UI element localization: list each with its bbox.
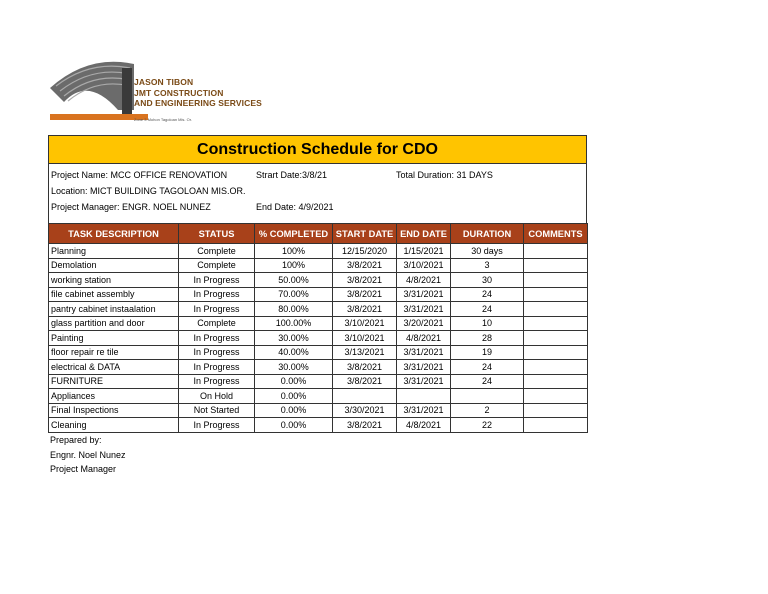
table-cell: glass partition and door bbox=[49, 316, 179, 331]
table-cell: 3/10/2021 bbox=[333, 316, 397, 331]
end-date: End Date: 4/9/2021 bbox=[256, 202, 334, 212]
table-cell bbox=[524, 389, 588, 404]
table-cell: 3/31/2021 bbox=[397, 360, 451, 375]
table-cell: 24 bbox=[451, 374, 524, 389]
table-cell bbox=[524, 302, 588, 317]
table-cell: Complete bbox=[179, 258, 255, 273]
table-cell: working station bbox=[49, 273, 179, 288]
table-header bbox=[49, 224, 588, 244]
table-cell: 50.00% bbox=[255, 273, 333, 288]
table-cell bbox=[524, 418, 588, 433]
table-cell: In Progress bbox=[179, 302, 255, 317]
table-cell: Cleaning bbox=[49, 418, 179, 433]
table-row bbox=[49, 360, 588, 375]
table-row bbox=[49, 345, 588, 360]
table-cell: Planning bbox=[49, 244, 179, 259]
table-cell: 3/31/2021 bbox=[397, 302, 451, 317]
table-cell: 30.00% bbox=[255, 331, 333, 346]
table-cell bbox=[397, 389, 451, 404]
table-cell bbox=[524, 360, 588, 375]
table-cell: 3/31/2021 bbox=[397, 403, 451, 418]
table-cell: Demolation bbox=[49, 258, 179, 273]
table-cell: 80.00% bbox=[255, 302, 333, 317]
table-cell bbox=[524, 403, 588, 418]
table-cell: floor repair re tile bbox=[49, 345, 179, 360]
table-row bbox=[49, 258, 588, 273]
table-row bbox=[49, 273, 588, 288]
table-row bbox=[49, 403, 588, 418]
table-cell: 1/15/2021 bbox=[397, 244, 451, 259]
table-cell bbox=[524, 287, 588, 302]
table-cell: In Progress bbox=[179, 374, 255, 389]
table-cell: 3/10/2021 bbox=[397, 258, 451, 273]
table-cell: 100% bbox=[255, 258, 333, 273]
column-header: TASK DESCRIPTION bbox=[49, 224, 179, 244]
table-cell bbox=[451, 389, 524, 404]
table-cell: 3/8/2021 bbox=[333, 302, 397, 317]
table-cell: Complete bbox=[179, 244, 255, 259]
preparer-role: Project Manager bbox=[50, 464, 117, 475]
total-duration: Total Duration: 31 DAYS bbox=[396, 170, 493, 180]
table-cell: 30.00% bbox=[255, 360, 333, 375]
start-date: Strart Date:3/8/21 bbox=[256, 170, 328, 180]
table-cell: 3/13/2021 bbox=[333, 345, 397, 360]
table-cell: In Progress bbox=[179, 273, 255, 288]
table-cell: 3/8/2021 bbox=[333, 258, 397, 273]
table-cell bbox=[524, 273, 588, 288]
table-cell: 3/31/2021 bbox=[397, 374, 451, 389]
project-manager: Project Manager: ENGR. NOEL NUNEZ bbox=[51, 202, 211, 212]
table-cell bbox=[524, 244, 588, 259]
table-row bbox=[49, 287, 588, 302]
table-cell: 100% bbox=[255, 244, 333, 259]
table-cell: In Progress bbox=[179, 360, 255, 375]
prepared-by-label: Prepared by: bbox=[50, 435, 102, 445]
table-cell: file cabinet assembly bbox=[49, 287, 179, 302]
table-cell: 10 bbox=[451, 316, 524, 331]
table-cell: Final Inspections bbox=[49, 403, 179, 418]
table-row bbox=[49, 418, 588, 433]
sheet-title: Construction Schedule for CDO bbox=[48, 135, 587, 164]
column-header: % COMPLETED bbox=[255, 224, 333, 244]
table-cell: In Progress bbox=[179, 345, 255, 360]
table-cell: Painting bbox=[49, 331, 179, 346]
table-cell: 0.00% bbox=[255, 389, 333, 404]
table-cell: 2 bbox=[451, 403, 524, 418]
table-cell: 3/8/2021 bbox=[333, 374, 397, 389]
column-header: COMMENTS bbox=[524, 224, 588, 244]
schedule-table bbox=[48, 223, 588, 433]
table-row bbox=[49, 389, 588, 404]
table-cell: electrical & DATA bbox=[49, 360, 179, 375]
table-cell: 0.00% bbox=[255, 418, 333, 433]
table-cell: FURNITURE bbox=[49, 374, 179, 389]
schedule-sheet bbox=[48, 135, 587, 433]
table-cell bbox=[524, 345, 588, 360]
table-cell: 4/8/2021 bbox=[397, 418, 451, 433]
table-cell: 40.00% bbox=[255, 345, 333, 360]
table-row bbox=[49, 302, 588, 317]
table-cell: 22 bbox=[451, 418, 524, 433]
table-cell: 24 bbox=[451, 287, 524, 302]
table-cell bbox=[524, 258, 588, 273]
table-cell: 3/31/2021 bbox=[397, 345, 451, 360]
table-cell: 28 bbox=[451, 331, 524, 346]
table-cell: Appliances bbox=[49, 389, 179, 404]
table-cell: Not Started bbox=[179, 403, 255, 418]
table-cell: In Progress bbox=[179, 287, 255, 302]
location: Location: MICT BUILDING TAGOLOAN MIS.OR. bbox=[51, 186, 246, 196]
table-cell: On Hold bbox=[179, 389, 255, 404]
table-cell: 0.00% bbox=[255, 374, 333, 389]
table-cell: 4/8/2021 bbox=[397, 273, 451, 288]
table-cell: pantry cabinet instaalation bbox=[49, 302, 179, 317]
table-row bbox=[49, 316, 588, 331]
table-cell bbox=[333, 389, 397, 404]
table-cell: 70.00% bbox=[255, 287, 333, 302]
column-header: START DATE bbox=[333, 224, 397, 244]
table-cell: 3/31/2021 bbox=[397, 287, 451, 302]
table-cell: 24 bbox=[451, 360, 524, 375]
table-cell: 3/8/2021 bbox=[333, 360, 397, 375]
table-cell: 24 bbox=[451, 302, 524, 317]
signature-block bbox=[50, 433, 126, 477]
table-cell: 3/10/2021 bbox=[333, 331, 397, 346]
table-cell: 3/20/2021 bbox=[397, 316, 451, 331]
table-cell: In Progress bbox=[179, 418, 255, 433]
table-cell: 3/30/2021 bbox=[333, 403, 397, 418]
table-cell: Complete bbox=[179, 316, 255, 331]
table-cell: 30 days bbox=[451, 244, 524, 259]
column-header: END DATE bbox=[397, 224, 451, 244]
table-cell bbox=[524, 316, 588, 331]
table-cell: 12/15/2020 bbox=[333, 244, 397, 259]
column-header: STATUS bbox=[179, 224, 255, 244]
table-cell: 100.00% bbox=[255, 316, 333, 331]
table-cell: 3 bbox=[451, 258, 524, 273]
table-row bbox=[49, 331, 588, 346]
table-cell: 30 bbox=[451, 273, 524, 288]
table-cell: In Progress bbox=[179, 331, 255, 346]
table-cell bbox=[524, 331, 588, 346]
table-cell: 19 bbox=[451, 345, 524, 360]
table-cell: 3/8/2021 bbox=[333, 287, 397, 302]
table-cell: 3/8/2021 bbox=[333, 418, 397, 433]
table-cell bbox=[524, 374, 588, 389]
column-header: DURATION bbox=[451, 224, 524, 244]
table-cell: 0.00% bbox=[255, 403, 333, 418]
project-name: Project Name: MCC OFFICE RENOVATION bbox=[51, 170, 228, 180]
table-row bbox=[49, 374, 588, 389]
table-cell: 3/8/2021 bbox=[333, 273, 397, 288]
company-name: JASON TIBON JMT CONSTRUCTION AND ENGINEERING SERVICES bbox=[134, 77, 262, 108]
project-info bbox=[48, 164, 587, 223]
table-cell: 4/8/2021 bbox=[397, 331, 451, 346]
table-row bbox=[49, 244, 588, 259]
preparer-name: Engnr. Noel Nunez bbox=[50, 449, 126, 460]
company-address: Zone 3 Mohon Tagoloan Mis. Or. bbox=[134, 117, 192, 122]
